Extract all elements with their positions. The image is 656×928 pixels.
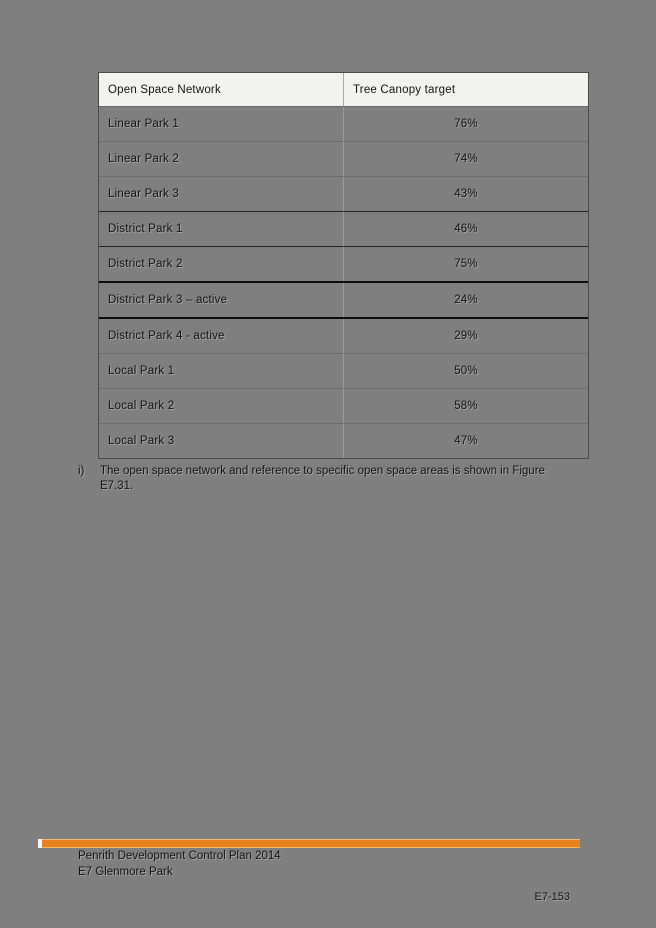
park-name: Local Park 3 <box>108 435 175 447</box>
canopy-target: 46% <box>343 212 588 246</box>
park-name: District Park 3 – active <box>108 294 228 306</box>
table-header-row <box>99 73 588 107</box>
table-row <box>99 247 588 283</box>
canopy-target: 58% <box>343 389 588 423</box>
note-text: The open space network and reference to specific open space areas is shown in Figure E7.31. <box>100 465 545 492</box>
canopy-target: 47% <box>343 424 588 458</box>
table-row <box>99 177 588 212</box>
table-row <box>99 212 588 247</box>
table-row <box>99 319 588 354</box>
canopy-target: 43% <box>343 177 588 211</box>
table-header-open-space-network: Open Space Network <box>108 83 221 96</box>
page-number: E7-153 <box>534 891 570 903</box>
park-name: Local Park 1 <box>108 365 175 377</box>
table-row <box>99 142 588 177</box>
table-row <box>99 389 588 424</box>
park-name: Local Park 2 <box>108 400 175 412</box>
canopy-target: 75% <box>343 247 588 281</box>
table-row <box>99 107 588 142</box>
table-header-tree-canopy-target: Tree Canopy target <box>343 73 588 106</box>
park-name: Linear Park 3 <box>108 188 179 200</box>
footer-accent-bar <box>42 839 580 848</box>
open-space-table <box>98 72 589 459</box>
park-name: District Park 4 - active <box>108 330 225 342</box>
table-row <box>99 424 588 458</box>
park-name: Linear Park 2 <box>108 153 179 165</box>
table-row <box>99 283 588 319</box>
footer-section-title: E7 Glenmore Park <box>78 866 173 878</box>
park-name: District Park 2 <box>108 258 183 270</box>
canopy-target: 74% <box>343 142 588 176</box>
note-marker: i) <box>78 465 85 477</box>
note-item <box>78 464 588 494</box>
canopy-target: 29% <box>343 319 588 353</box>
footer-bar-notch <box>38 839 42 848</box>
canopy-target: 50% <box>343 354 588 388</box>
footer-document-title: Penrith Development Control Plan 2014 <box>78 850 281 862</box>
canopy-target: 76% <box>343 107 588 141</box>
park-name: Linear Park 1 <box>108 118 179 130</box>
park-name: District Park 1 <box>108 223 183 235</box>
canopy-target: 24% <box>343 283 588 317</box>
table-row <box>99 354 588 389</box>
